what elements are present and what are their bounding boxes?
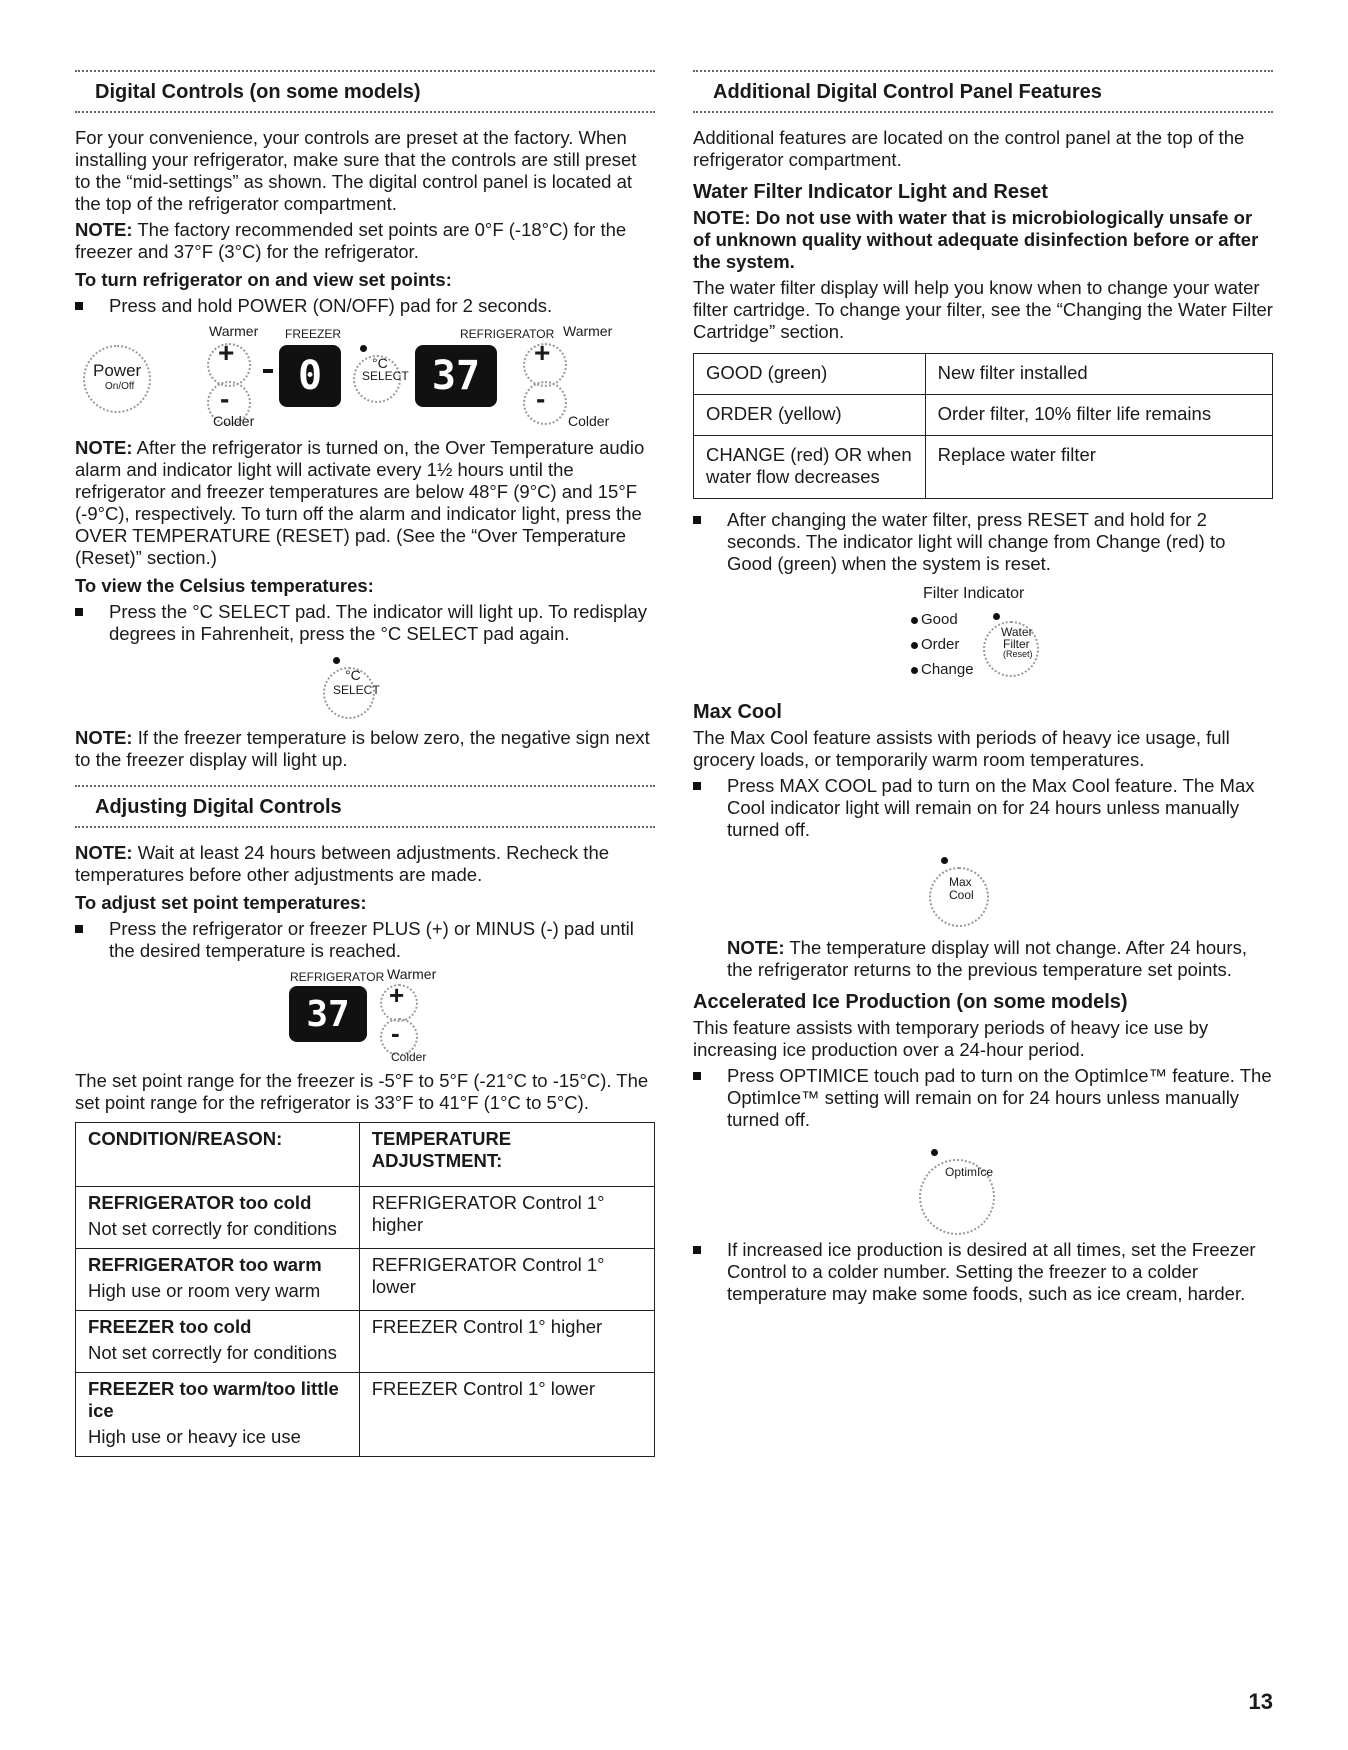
note-text: If the freezer temperature is below zero, the negative sign next to the freezer display will light up.	[75, 727, 650, 770]
bullet-max-cool	[693, 775, 1273, 841]
water-filter-reset-button[interactable]: Filter	[1003, 637, 1030, 651]
water-filter-paragraph: The water filter display will help you know when to change your water filter cartridge. To change your filter, see the “Changing the Water Filter Cartridge” section.	[693, 277, 1273, 342]
condition-reason: Not set correctly for conditions	[88, 1218, 337, 1239]
note-over-temperature	[75, 437, 655, 569]
filter-status-table	[693, 353, 1273, 499]
bullet-text: Press OPTIMICE touch pad to turn on the OptimIce™ feature. The OptimIce™ setting will remain on for 24 hours unless manually turned off.	[727, 1065, 1272, 1130]
condition-name: FREEZER too cold	[88, 1316, 252, 1337]
bullet-square-icon	[693, 1072, 701, 1080]
bullet-text: If increased ice production is desired at all times, set the Freezer Control to a colder number. Setting the freezer to a colder temperature may make some foods, such as ice cream, harder.	[727, 1239, 1256, 1304]
celsius-label: °C	[345, 667, 361, 683]
warmer-label: Warmer	[387, 966, 437, 982]
water-filter-warning: NOTE: Do not use with water that is microbiologically unsafe or of unknown quality without adequate disinfection before or after the system.	[693, 207, 1259, 272]
optimice-figure	[693, 1137, 1273, 1233]
max-label: Max	[949, 875, 972, 889]
fridge-minus-button[interactable]: -	[391, 1018, 400, 1048]
right-column	[693, 70, 1273, 1309]
bullet-square-icon	[693, 1246, 701, 1254]
subheading-max-cool: Max Cool	[693, 701, 782, 723]
refrigerator-display: 37	[415, 345, 497, 407]
note-text: The factory recommended set points are 0°F (-18°C) for the freezer and 37°F (3°C) for the refrigerator.	[75, 219, 627, 262]
bullet-optimice	[693, 1065, 1273, 1131]
max-cool-indicator-light	[941, 857, 948, 864]
note-negative-sign	[75, 727, 655, 771]
bullet-square-icon	[693, 516, 701, 524]
subheading-ice-production: Accelerated Ice Production (on some models)	[693, 991, 1128, 1013]
bullet-square-icon	[75, 925, 83, 933]
freezer-label: FREEZER	[285, 327, 342, 341]
table-cell-adjustment: FREEZER Control 1° lower	[359, 1373, 654, 1457]
note-label: NOTE:	[75, 727, 133, 748]
table-header-condition: CONDITION/REASON:	[76, 1123, 360, 1187]
left-column	[75, 70, 655, 1457]
water-label: Water	[1001, 625, 1033, 639]
refrigerator-display: 37	[289, 986, 367, 1042]
colder-label: Colder	[391, 1050, 427, 1064]
freezer-plus-button[interactable]: +	[218, 337, 235, 368]
condition-name: REFRIGERATOR too warm	[88, 1254, 322, 1275]
refrigerator-label: REFRIGERATOR	[290, 970, 385, 984]
table-row	[694, 354, 1273, 395]
filter-status: GOOD (green)	[694, 354, 926, 395]
bullet-reset	[693, 509, 1273, 575]
table-cell-condition	[76, 1249, 360, 1311]
celsius-select-button[interactable]: SELECT	[362, 369, 409, 383]
condition-reason: High use or room very warm	[88, 1280, 321, 1301]
condition-reason: High use or heavy ice use	[88, 1426, 301, 1447]
celsius-label: °C	[372, 355, 388, 371]
order-label: Order	[921, 636, 960, 653]
bullet-square-icon	[75, 302, 83, 310]
power-button[interactable]: Power	[93, 361, 142, 380]
max-cool-button[interactable]: Cool	[949, 888, 974, 902]
subheading-turn-on: To turn refrigerator on and view set points:	[75, 269, 452, 290]
table-cell-condition	[76, 1311, 360, 1373]
filter-indicator-title: Filter Indicator	[923, 585, 1025, 602]
celsius-select-figure	[75, 651, 655, 721]
filter-indicator-figure	[693, 581, 1273, 691]
good-indicator-light	[911, 617, 918, 624]
freezer-minus-button[interactable]: -	[220, 383, 230, 414]
filter-status: CHANGE (red) OR when water flow decreases	[694, 436, 926, 499]
fridge-plus-button[interactable]: +	[389, 980, 405, 1010]
set-point-range: The set point range for the freezer is -5°F to 5°F (-21°C to -15°C). The set point range for the refrigerator is 33°F to 41°F (1°C to 5°C).	[75, 1070, 649, 1113]
intro-paragraph: Additional features are located on the control panel at the top of the refrigerator compartment.	[693, 127, 1245, 170]
table-cell-adjustment: REFRIGERATOR Control 1° lower	[359, 1249, 654, 1311]
note-label: NOTE:	[75, 842, 133, 863]
filter-status: ORDER (yellow)	[694, 395, 926, 436]
condition-table	[75, 1122, 655, 1457]
table-row	[694, 395, 1273, 436]
bullet-power	[75, 295, 655, 317]
warmer-label-fridge: Warmer	[563, 323, 613, 339]
bullet-celsius	[75, 601, 655, 645]
table-cell-condition	[76, 1187, 360, 1249]
page-number: 13	[1248, 1689, 1273, 1714]
table-row	[694, 436, 1273, 499]
warmer-label-freezer: Warmer	[209, 323, 259, 339]
filter-meaning: New filter installed	[925, 354, 1272, 395]
table-row	[76, 1249, 655, 1311]
bullet-square-icon	[75, 608, 83, 616]
refrigerator-label: REFRIGERATOR	[460, 327, 555, 341]
subheading-water-filter: Water Filter Indicator Light and Reset	[693, 181, 1048, 203]
table-cell-condition	[76, 1373, 360, 1457]
fridge-plus-button[interactable]: +	[534, 337, 551, 368]
bullet-text: Press MAX COOL pad to turn on the Max Cool feature. The Max Cool indicator light will remain on for 24 hours unless manually turned off.	[727, 775, 1255, 840]
table-cell-adjustment: REFRIGERATOR Control 1° higher	[359, 1187, 654, 1249]
bullet-adjust	[75, 918, 655, 962]
note-text: The temperature display will not change. After 24 hours, the refrigerator returns to the previous temperature set points.	[727, 937, 1247, 980]
max-cool-figure	[693, 847, 1273, 931]
intro-paragraph: For your convenience, your controls are preset at the factory. When installing your refrigerator, make sure that the controls are still preset to the “mid-settings” as shown. The digital control panel is located at the top of the refrigerator compartment.	[75, 127, 637, 214]
water-filter-indicator-light	[993, 613, 1000, 620]
condition-name: FREEZER too warm/too little ice	[88, 1378, 339, 1421]
change-label: Change	[921, 661, 974, 678]
note-max-cool	[693, 937, 1273, 981]
note-label: NOTE:	[75, 437, 133, 458]
ice-paragraph: This feature assists with temporary periods of heavy ice use by increasing ice production over a 24-hour period.	[693, 1017, 1209, 1060]
note-set-points	[75, 219, 655, 263]
section-heading-additional: Additional Digital Control Panel Features	[693, 70, 1273, 113]
note-wait	[75, 842, 655, 886]
note-text: Wait at least 24 hours between adjustments. Recheck the temperatures before other adjustments are made.	[75, 842, 610, 885]
bullet-text: Press the °C SELECT pad. The indicator will light up. To redisplay degrees in Fahrenheit, press the °C SELECT pad again.	[109, 601, 647, 644]
celsius-indicator-light	[333, 657, 340, 664]
subheading-adjust: To adjust set point temperatures:	[75, 892, 367, 913]
bullet-square-icon	[693, 782, 701, 790]
note-label: NOTE:	[75, 219, 133, 240]
condition-reason: Not set correctly for conditions	[88, 1342, 337, 1363]
note-label: NOTE:	[727, 937, 785, 958]
table-cell-adjustment: FREEZER Control 1° higher	[359, 1311, 654, 1373]
table-row	[76, 1187, 655, 1249]
fridge-adjust-figure	[75, 968, 655, 1064]
negative-sign-indicator	[263, 369, 273, 373]
control-panel-figure	[75, 323, 655, 431]
max-cool-paragraph: The Max Cool feature assists with periods of heavy ice usage, full grocery loads, or temporarily warm room temperatures.	[693, 727, 1230, 770]
bullet-text: After changing the water filter, press RESET and hold for 2 seconds. The indicator light will change from Change (red) to Good (green) when the system is reset.	[727, 509, 1226, 574]
bullet-colder	[693, 1239, 1273, 1305]
filter-meaning: Order filter, 10% filter life remains	[925, 395, 1272, 436]
bullet-text: Press the refrigerator or freezer PLUS (+) or MINUS (-) pad until the desired temperature is reached.	[109, 918, 634, 961]
note-text: After the refrigerator is turned on, the Over Temperature audio alarm and indicator light will activate every 1½ hours until the refrigerator and freezer temperatures are below 48°F (9°C) and 15°F (-9°C), respectively. To turn off the alarm and indicator light, press the OVER TEMPERATURE (RESET) pad. (See the “Over Temperature (Reset)” section.)	[75, 437, 645, 568]
celsius-indicator-light	[360, 345, 367, 352]
section-heading-digital-controls: Digital Controls (on some models)	[75, 70, 655, 113]
on-off-label: On/Off	[105, 381, 135, 392]
optimice-button[interactable]: OptimIce	[945, 1165, 994, 1179]
good-label: Good	[921, 611, 958, 628]
filter-meaning: Replace water filter	[925, 436, 1272, 499]
table-row	[76, 1373, 655, 1457]
colder-label-fridge: Colder	[568, 413, 610, 429]
table-header-adjustment: TEMPERATURE ADJUSTMENT:	[359, 1123, 654, 1187]
freezer-display: 0	[279, 345, 341, 407]
reset-label: (Reset)	[1003, 649, 1033, 659]
celsius-select-button[interactable]: SELECT	[333, 683, 380, 697]
change-indicator-light	[911, 667, 918, 674]
fridge-minus-button[interactable]: -	[536, 383, 546, 414]
order-indicator-light	[911, 642, 918, 649]
section-heading-adjusting: Adjusting Digital Controls	[75, 785, 655, 828]
condition-name: REFRIGERATOR too cold	[88, 1192, 312, 1213]
subheading-celsius: To view the Celsius temperatures:	[75, 575, 374, 596]
optimice-indicator-light	[931, 1149, 938, 1156]
bullet-text: Press and hold POWER (ON/OFF) pad for 2 seconds.	[109, 295, 553, 316]
table-row	[76, 1311, 655, 1373]
colder-label-freezer: Colder	[213, 413, 255, 429]
table-header-row	[76, 1123, 655, 1187]
